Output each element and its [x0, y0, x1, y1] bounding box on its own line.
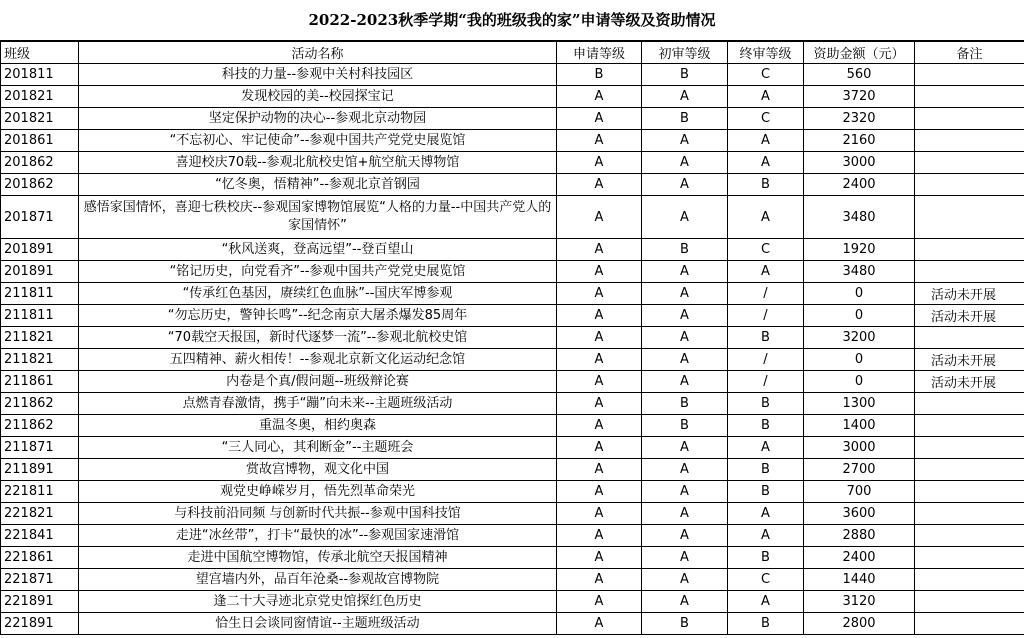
table-row — [1, 152, 1024, 174]
note-cell[interactable] — [915, 174, 1024, 196]
final-level-cell[interactable]: B — [728, 327, 804, 349]
initial-level-cell[interactable]: A — [642, 196, 728, 239]
final-level-cell[interactable]: B — [728, 547, 804, 569]
apply-level-cell[interactable]: A — [557, 503, 642, 525]
initial-level-cell[interactable]: A — [642, 283, 728, 305]
note-cell[interactable]: 活动未开展 — [915, 371, 1024, 393]
activity-cell[interactable]: 点燃青春激情，携手“蹦”向未来--主题班级活动 — [79, 393, 557, 415]
class-cell[interactable]: 221891 — [1, 613, 79, 635]
apply-level-cell[interactable]: A — [557, 569, 642, 591]
apply-level-cell[interactable]: A — [557, 393, 642, 415]
amount-cell[interactable]: 2800 — [804, 613, 915, 635]
class-cell[interactable]: 211821 — [1, 327, 79, 349]
final-level-cell[interactable]: A — [728, 152, 804, 174]
apply-level-cell[interactable]: A — [557, 591, 642, 613]
final-level-cell[interactable]: A — [728, 196, 804, 239]
apply-level-cell[interactable]: A — [557, 239, 642, 261]
activity-cell[interactable]: “勿忘历史，警钟长鸣”--纪念南京大屠杀爆发85周年 — [79, 305, 557, 327]
final-level-cell[interactable]: C — [728, 239, 804, 261]
class-cell[interactable]: 211891 — [1, 459, 79, 481]
apply-level-cell[interactable]: A — [557, 481, 642, 503]
class-cell[interactable]: 211871 — [1, 437, 79, 459]
activity-cell[interactable]: “忆冬奥，悟精神”--参观北京首钢园 — [79, 174, 557, 196]
amount-cell[interactable]: 3480 — [804, 261, 915, 283]
initial-level-cell[interactable]: B — [642, 415, 728, 437]
initial-level-cell[interactable]: A — [642, 459, 728, 481]
table-row — [1, 437, 1024, 459]
class-cell[interactable]: 221861 — [1, 547, 79, 569]
table-row — [1, 547, 1024, 569]
class-cell[interactable]: 201871 — [1, 196, 79, 239]
table-row — [1, 196, 1024, 239]
final-level-cell[interactable]: A — [728, 261, 804, 283]
table-row — [1, 503, 1024, 525]
table-row — [1, 525, 1024, 547]
initial-level-cell[interactable]: A — [642, 174, 728, 196]
class-cell[interactable]: 211821 — [1, 349, 79, 371]
note-cell[interactable] — [915, 152, 1024, 174]
header-activity[interactable]: 活动名称 — [79, 42, 557, 64]
activity-cell[interactable]: 恰生日会谈同窗情谊--主题班级活动 — [79, 613, 557, 635]
table-body — [1, 64, 1024, 635]
note-cell[interactable] — [915, 196, 1024, 239]
apply-level-cell[interactable]: A — [557, 371, 642, 393]
initial-level-cell[interactable]: A — [642, 591, 728, 613]
class-cell[interactable]: 201862 — [1, 152, 79, 174]
initial-level-cell[interactable]: A — [642, 481, 728, 503]
activity-cell[interactable]: 科技的力量--参观中关村科技园区 — [79, 64, 557, 86]
note-cell[interactable] — [915, 393, 1024, 415]
initial-level-cell[interactable]: B — [642, 64, 728, 86]
amount-cell[interactable]: 2160 — [804, 130, 915, 152]
note-cell[interactable]: 活动未开展 — [915, 283, 1024, 305]
note-cell[interactable]: 活动未开展 — [915, 305, 1024, 327]
funding-table — [0, 41, 1024, 635]
note-cell[interactable] — [915, 613, 1024, 635]
table-row — [1, 305, 1024, 327]
initial-level-cell[interactable]: B — [642, 613, 728, 635]
final-level-cell[interactable]: / — [728, 349, 804, 371]
header-initial-level[interactable]: 初审等级 — [642, 42, 728, 64]
class-cell[interactable]: 201862 — [1, 174, 79, 196]
class-cell[interactable]: 211862 — [1, 415, 79, 437]
table-row — [1, 591, 1024, 613]
table-row — [1, 371, 1024, 393]
apply-level-cell[interactable]: A — [557, 130, 642, 152]
table-row — [1, 130, 1024, 152]
table-row — [1, 327, 1024, 349]
header-apply-level[interactable]: 申请等级 — [557, 42, 642, 64]
initial-level-cell[interactable]: A — [642, 503, 728, 525]
apply-level-cell[interactable]: A — [557, 108, 642, 130]
apply-level-cell[interactable]: A — [557, 283, 642, 305]
amount-cell[interactable]: 700 — [804, 481, 915, 503]
initial-level-cell[interactable]: A — [642, 547, 728, 569]
apply-level-cell[interactable]: A — [557, 174, 642, 196]
note-cell[interactable] — [915, 569, 1024, 591]
apply-level-cell[interactable]: A — [557, 415, 642, 437]
apply-level-cell[interactable]: A — [557, 196, 642, 239]
activity-cell[interactable]: 逢二十大寻迹北京党史馆探红色历史 — [79, 591, 557, 613]
class-cell[interactable]: 221841 — [1, 525, 79, 547]
final-level-cell[interactable]: B — [728, 459, 804, 481]
class-cell[interactable]: 211811 — [1, 305, 79, 327]
apply-level-cell[interactable]: A — [557, 327, 642, 349]
final-level-cell[interactable]: B — [728, 481, 804, 503]
apply-level-cell[interactable]: A — [557, 86, 642, 108]
activity-cell[interactable]: 与科技前沿同频 与创新时代共振--参观中国科技馆 — [79, 503, 557, 525]
amount-cell[interactable]: 0 — [804, 349, 915, 371]
note-cell[interactable] — [915, 261, 1024, 283]
note-cell[interactable] — [915, 547, 1024, 569]
class-cell[interactable]: 211811 — [1, 283, 79, 305]
class-cell[interactable]: 201821 — [1, 108, 79, 130]
final-level-cell[interactable]: C — [728, 108, 804, 130]
final-level-cell[interactable]: B — [728, 174, 804, 196]
activity-cell[interactable]: 走进中国航空博物馆，传承北航空天报国精神 — [79, 547, 557, 569]
initial-level-cell[interactable]: A — [642, 86, 728, 108]
class-cell[interactable]: 201891 — [1, 261, 79, 283]
class-cell[interactable]: 221891 — [1, 591, 79, 613]
activity-cell[interactable]: 发现校园的美--校园探宝记 — [79, 86, 557, 108]
header-final-level[interactable]: 终审等级 — [728, 42, 804, 64]
table-row — [1, 86, 1024, 108]
activity-cell[interactable]: 重温冬奥，相约奥森 — [79, 415, 557, 437]
note-cell[interactable] — [915, 64, 1024, 86]
class-cell[interactable]: 201891 — [1, 239, 79, 261]
amount-cell[interactable]: 0 — [804, 305, 915, 327]
activity-cell[interactable]: 赏故宫博物，观文化中国 — [79, 459, 557, 481]
note-cell[interactable] — [915, 130, 1024, 152]
table-row — [1, 569, 1024, 591]
amount-cell[interactable]: 2400 — [804, 547, 915, 569]
amount-cell[interactable]: 1300 — [804, 393, 915, 415]
final-level-cell[interactable]: B — [728, 613, 804, 635]
initial-level-cell[interactable]: B — [642, 239, 728, 261]
final-level-cell[interactable]: B — [728, 415, 804, 437]
final-level-cell[interactable]: A — [728, 437, 804, 459]
apply-level-cell[interactable]: A — [557, 349, 642, 371]
activity-cell[interactable]: “传承红色基因，赓续红色血脉”--国庆军博参观 — [79, 283, 557, 305]
amount-cell[interactable]: 3480 — [804, 196, 915, 239]
note-cell[interactable]: 活动未开展 — [915, 349, 1024, 371]
note-cell[interactable] — [915, 481, 1024, 503]
note-cell[interactable] — [915, 503, 1024, 525]
apply-level-cell[interactable]: A — [557, 305, 642, 327]
initial-level-cell[interactable]: B — [642, 108, 728, 130]
apply-level-cell[interactable]: A — [557, 437, 642, 459]
sheet-title: 2022-2023秋季学期“我的班级我的家”申请等级及资助情况 — [0, 0, 1024, 41]
initial-level-cell[interactable]: A — [642, 569, 728, 591]
activity-cell[interactable]: 内卷是个真/假问题--班级辩论赛 — [79, 371, 557, 393]
table-row — [1, 108, 1024, 130]
table-row — [1, 415, 1024, 437]
amount-cell[interactable]: 2400 — [804, 174, 915, 196]
activity-cell[interactable]: “铭记历史，向党看齐”--参观中国共产党党史展览馆 — [79, 261, 557, 283]
amount-cell[interactable]: 3600 — [804, 503, 915, 525]
amount-cell[interactable]: 3200 — [804, 327, 915, 349]
amount-cell[interactable]: 2700 — [804, 459, 915, 481]
activity-cell[interactable]: “不忘初心、牢记使命”--参观中国共产党党史展览馆 — [79, 130, 557, 152]
final-level-cell[interactable]: A — [728, 591, 804, 613]
amount-cell[interactable]: 1920 — [804, 239, 915, 261]
final-level-cell[interactable]: A — [728, 130, 804, 152]
note-cell[interactable] — [915, 239, 1024, 261]
apply-level-cell[interactable]: A — [557, 261, 642, 283]
apply-level-cell[interactable]: A — [557, 613, 642, 635]
class-cell[interactable]: 221811 — [1, 481, 79, 503]
final-level-cell[interactable]: B — [728, 393, 804, 415]
activity-cell[interactable]: “70载空天报国，新时代逐梦一流”--参观北航校史馆 — [79, 327, 557, 349]
initial-level-cell[interactable]: A — [642, 152, 728, 174]
table-row — [1, 261, 1024, 283]
note-cell[interactable] — [915, 108, 1024, 130]
initial-level-cell[interactable]: B — [642, 393, 728, 415]
apply-level-cell[interactable]: A — [557, 459, 642, 481]
apply-level-cell[interactable]: A — [557, 152, 642, 174]
header-amount[interactable]: 资助金额（元） — [804, 42, 915, 64]
initial-level-cell[interactable]: A — [642, 327, 728, 349]
final-level-cell[interactable]: / — [728, 283, 804, 305]
table-row — [1, 239, 1024, 261]
table-row — [1, 174, 1024, 196]
amount-cell[interactable]: 560 — [804, 64, 915, 86]
final-level-cell[interactable]: A — [728, 503, 804, 525]
apply-level-cell[interactable]: A — [557, 547, 642, 569]
initial-level-cell[interactable]: A — [642, 305, 728, 327]
note-cell[interactable] — [915, 525, 1024, 547]
table-row — [1, 613, 1024, 635]
note-cell[interactable] — [915, 591, 1024, 613]
amount-cell[interactable]: 3000 — [804, 437, 915, 459]
activity-cell[interactable]: 观党史峥嵘岁月，悟先烈革命荣光 — [79, 481, 557, 503]
activity-cell[interactable]: “秋风送爽，登高远望”--登百望山 — [79, 239, 557, 261]
activity-cell[interactable]: 望宫墙内外，品百年沧桑--参观故宫博物院 — [79, 569, 557, 591]
note-cell[interactable] — [915, 459, 1024, 481]
activity-cell[interactable]: 五四精神、薪火相传！--参观北京新文化运动纪念馆 — [79, 349, 557, 371]
class-cell[interactable]: 201821 — [1, 86, 79, 108]
initial-level-cell[interactable]: A — [642, 130, 728, 152]
amount-cell[interactable]: 2320 — [804, 108, 915, 130]
final-level-cell[interactable]: A — [728, 525, 804, 547]
class-cell[interactable]: 201811 — [1, 64, 79, 86]
amount-cell[interactable]: 3720 — [804, 86, 915, 108]
note-cell[interactable] — [915, 86, 1024, 108]
amount-cell[interactable]: 3000 — [804, 152, 915, 174]
final-level-cell[interactable]: C — [728, 569, 804, 591]
note-cell[interactable] — [915, 437, 1024, 459]
amount-cell[interactable]: 1400 — [804, 415, 915, 437]
note-cell[interactable] — [915, 327, 1024, 349]
apply-level-cell[interactable]: B — [557, 64, 642, 86]
class-cell[interactable]: 211862 — [1, 393, 79, 415]
class-cell[interactable]: 201861 — [1, 130, 79, 152]
amount-cell[interactable]: 0 — [804, 371, 915, 393]
final-level-cell[interactable]: / — [728, 305, 804, 327]
header-note[interactable]: 备注 — [915, 42, 1024, 64]
table-row — [1, 481, 1024, 503]
class-cell[interactable]: 221871 — [1, 569, 79, 591]
final-level-cell[interactable]: C — [728, 64, 804, 86]
header-class[interactable]: 班级 — [1, 42, 79, 64]
class-cell[interactable]: 221821 — [1, 503, 79, 525]
final-level-cell[interactable]: / — [728, 371, 804, 393]
header-row — [1, 42, 1024, 64]
table-row — [1, 283, 1024, 305]
apply-level-cell[interactable]: A — [557, 525, 642, 547]
amount-cell[interactable]: 2880 — [804, 525, 915, 547]
amount-cell[interactable]: 3120 — [804, 591, 915, 613]
activity-cell[interactable]: 感悟家国情怀，喜迎七秩校庆--参观国家博物馆展览“人格的力量--中国共产党人的家国情怀” — [79, 196, 557, 239]
activity-cell[interactable]: 走进“冰丝带”，打卡“最快的冰”--参观国家速滑馆 — [79, 525, 557, 547]
table-row — [1, 393, 1024, 415]
class-cell[interactable]: 211861 — [1, 371, 79, 393]
initial-level-cell[interactable]: A — [642, 349, 728, 371]
table-row — [1, 349, 1024, 371]
table-row — [1, 459, 1024, 481]
activity-cell[interactable]: 坚定保护动物的决心--参观北京动物园 — [79, 108, 557, 130]
table-row — [1, 64, 1024, 86]
initial-level-cell[interactable]: A — [642, 525, 728, 547]
initial-level-cell[interactable]: A — [642, 437, 728, 459]
initial-level-cell[interactable]: A — [642, 371, 728, 393]
activity-cell[interactable]: 喜迎校庆70载--参观北航校史馆+航空航天博物馆 — [79, 152, 557, 174]
amount-cell[interactable]: 0 — [804, 283, 915, 305]
initial-level-cell[interactable]: A — [642, 261, 728, 283]
final-level-cell[interactable]: A — [728, 86, 804, 108]
amount-cell[interactable]: 1440 — [804, 569, 915, 591]
activity-cell[interactable]: “三人同心，其利断金”--主题班会 — [79, 437, 557, 459]
note-cell[interactable] — [915, 415, 1024, 437]
